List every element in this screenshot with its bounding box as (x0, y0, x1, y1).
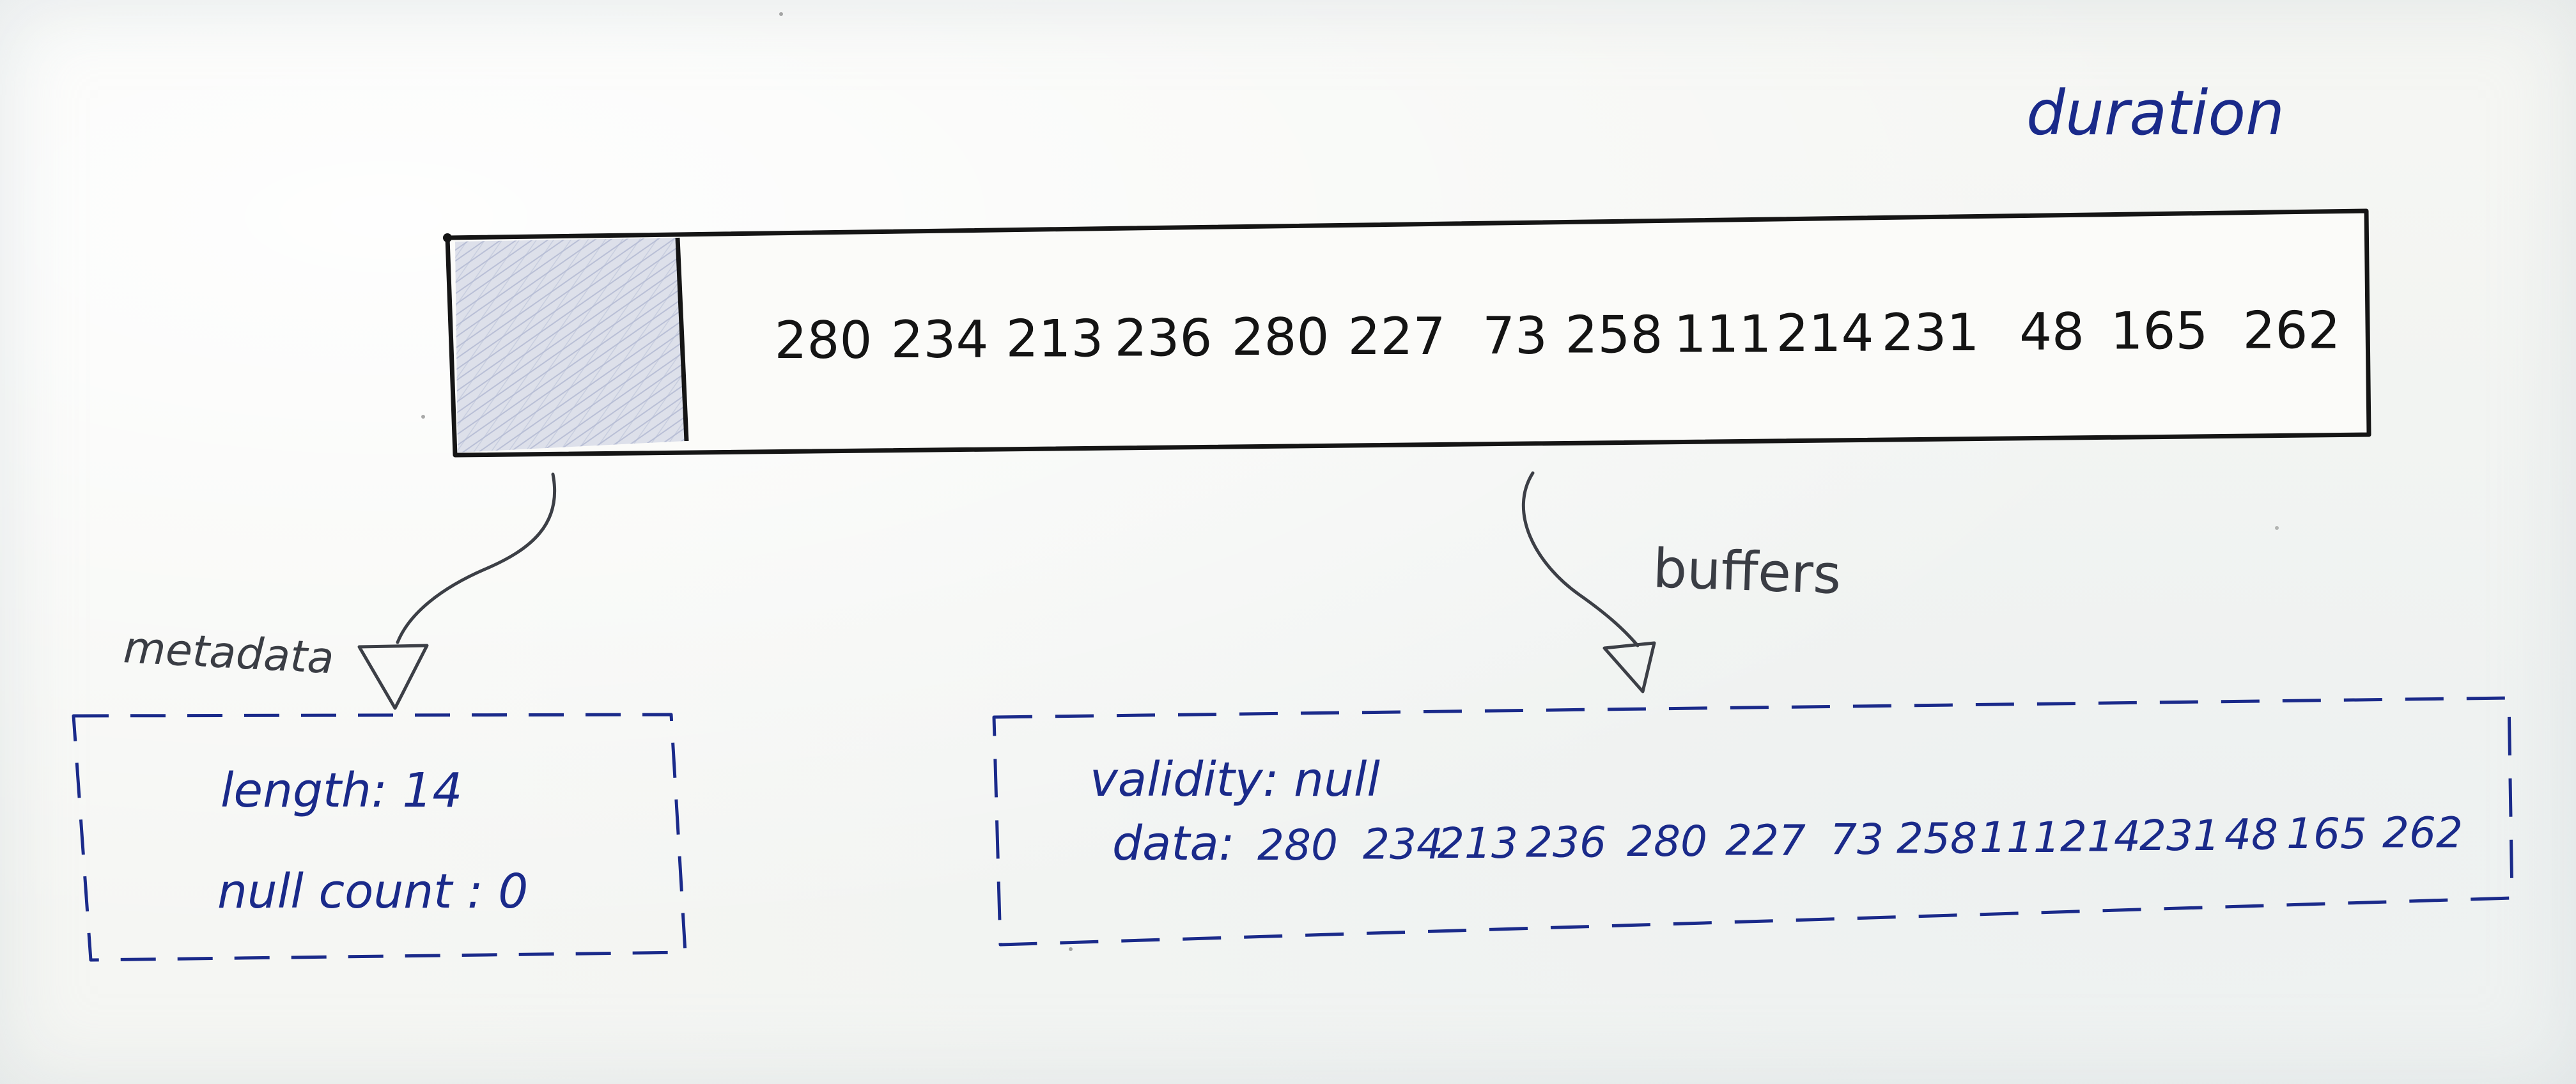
buffers-data-value: 165 (2286, 809, 2367, 858)
buffers-arrow (1523, 473, 1654, 692)
buffers-data-value: 234 (1363, 819, 1443, 869)
array-value: 258 (1565, 305, 1663, 365)
buffers-data-values (1257, 809, 2463, 871)
array-value: 236 (1114, 308, 1213, 368)
buffers-data-value: 236 (1526, 817, 1606, 867)
buffers-data-value: 231 (2139, 811, 2220, 860)
array-value: 214 (1776, 304, 1874, 364)
array-value: 280 (774, 311, 873, 370)
buffers-data-value: 280 (1627, 817, 1707, 866)
array-value: 227 (1347, 307, 1446, 366)
array-value: 213 (1005, 309, 1104, 369)
buffers-data-value: 214 (2060, 812, 2141, 862)
array-value: 231 (1881, 303, 1980, 362)
array-value: 234 (890, 309, 989, 369)
array-value: 111 (1673, 304, 1772, 364)
buffers-label: buffers (1652, 537, 1842, 607)
buffers-data-value: 262 (2382, 808, 2463, 858)
buffers-data-value: 48 (2224, 810, 2278, 860)
buffers-data-value: 280 (1257, 821, 1338, 870)
buffers-data-value: 227 (1725, 816, 1806, 865)
metadata-arrow (359, 474, 555, 708)
metadata-box (74, 715, 685, 960)
diagram-title: duration (2026, 77, 2285, 149)
buffers-data-value: 111 (1980, 813, 2060, 862)
buffers-data-value: 258 (1897, 814, 1977, 863)
metadata-cell (455, 238, 687, 453)
buffers-data-value: 213 (1438, 819, 1518, 868)
array-value: 280 (1231, 307, 1330, 368)
metadata-null-count: null count : 0 (217, 864, 529, 919)
array-value: 48 (2019, 302, 2084, 362)
array-value: 73 (1482, 306, 1548, 366)
metadata-label: metadata (122, 623, 336, 685)
array-value: 262 (2242, 300, 2341, 360)
buffers-validity: validity: null (1090, 752, 1380, 807)
buffers-data-value: 73 (1830, 815, 1884, 864)
array-value: 165 (2110, 301, 2208, 361)
array-bar (443, 211, 2369, 455)
metadata-length: length: 14 (221, 763, 463, 818)
buffers-data-label: data: (1112, 816, 1235, 871)
